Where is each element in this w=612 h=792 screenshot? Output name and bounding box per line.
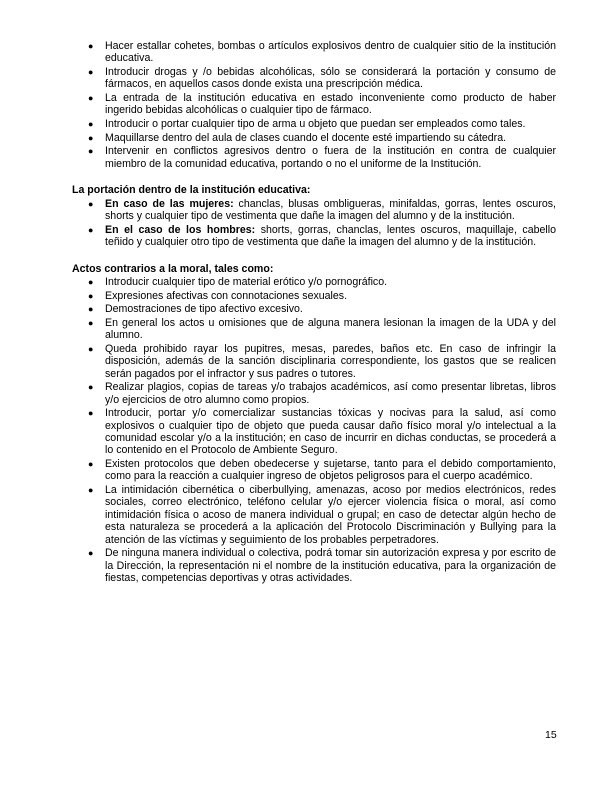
list-item: ● Introducir, portar y/o comercializar sustancias tóxicas y nocivas para la salud, así como explosivos o cualquier tipo de objeto que pueda causar daño físico moral y/o intelectual a la comunidad escolar y/o a la institución; en caso de incurrir en dichas conductas, se procederá a lo contenido en el Protocolo de Ambiente Seguro.: [88, 407, 556, 457]
section-heading-moral: Actos contrarios a la moral, tales como:: [72, 262, 274, 275]
list-item: ● Realizar plagios, copias de tareas y/o trabajos académicos, así como presentar libretas, libros y/o ejercicios de otro alumno como propios.: [88, 381, 556, 406]
list-item: ● Demostraciones de tipo afectivo excesivo.: [88, 303, 303, 316]
bullet-icon: ●: [88, 317, 94, 328]
bullet-icon: ●: [88, 459, 94, 469]
bullet-icon: ●: [88, 290, 94, 301]
bullet-icon: ●: [88, 408, 94, 419]
bullet-icon: ●: [88, 132, 94, 143]
list-item: ● De ninguna manera individual o colectiva, podrá tomar sin autorización expresa y por escrito de la Dirección, la representación ni el nombre de la institución educativa, para la organización de fiestas, competencias deportivas y otras actividades.: [88, 547, 556, 585]
bullet-icon: ●: [88, 224, 94, 235]
bullet-icon: ●: [88, 277, 94, 287]
list-item: ● Existen protocolos que deben obedecerse y sujetarse, tanto para el debido comportamiento, como para la reacción a cualquier ingreso de objetos peligrosos para el cuerpo académico.: [88, 458, 556, 483]
list-item: ● Intervenir en conflictos agresivos dentro o fuera de la institución en contra de cualquier miembro de la comunidad educativa, portando o no el uniforme de la Institución.: [88, 145, 556, 170]
bullet-icon: ●: [88, 41, 94, 51]
list-item: ● En general los actos u omisiones que de alguna manera lesionan la imagen de la UDA y del alumno.: [88, 316, 556, 342]
list-item: ● Expresiones afectivas con connotaciones sexuales.: [88, 289, 348, 302]
list-item: ● Introducir cualquier tipo de material erótico y/o pornográfico.: [88, 276, 388, 288]
list-item: ● En el caso de los hombres: shorts, gorras, chanclas, lentes oscuros, maquillaje, cabello teñido y cualquier otro tipo de vestimenta que dañe la imagen del alumno y de la institución.: [88, 223, 557, 248]
list-item: ● Queda prohibido rayar los pupitres, mesas, paredes, baños etc. En caso de infringir la disposición, además de la sanción disciplinaria correspondiente, los gastos que se realicen serán pagados por el infractor y sus padres o tutores.: [88, 342, 556, 380]
list-item: ● En caso de las mujeres: chanclas, blusas ombligueras, minifaldas, gorras, lentes oscuros, shorts y cualquier tipo de vestimenta que dañe la imagen del alumno y de la institución.: [88, 197, 556, 222]
document-page: [72, 40, 556, 586]
prohibited-acts-list: [72, 40, 556, 170]
bullet-icon: ●: [88, 198, 94, 209]
section-heading-portacion: La portación dentro de la institución educativa:: [72, 184, 311, 197]
moral-acts-list: [72, 276, 556, 584]
bullet-icon: ●: [88, 304, 94, 315]
list-item: ● Introducir o portar cualquier tipo de arma u objeto que puedan ser empleados como tales.: [88, 118, 526, 130]
bullet-icon: ●: [88, 382, 94, 393]
list-item: ● Introducir drogas y /o bebidas alcohólicas, sólo se considerará la portación y consumo de fármacos, en aquellos casos donde exista una prescripción médica.: [88, 66, 556, 91]
bullet-icon: ●: [88, 485, 94, 495]
item-lead: En caso de las mujeres:: [105, 197, 234, 210]
item-lead: En el caso de los hombres:: [105, 223, 256, 236]
bullet-icon: ●: [88, 146, 94, 157]
page-number: 15: [545, 729, 557, 741]
list-item: ● Hacer estallar cohetes, bombas o artículos explosivos dentro de cualquier sitio de la institución educativa.: [88, 40, 556, 65]
list-item: ● La intimidación cibernética o ciberbullying, amenazas, acoso por medios electrónicos, redes sociales, correo electrónico, teléfono celular y/o ejercer violencia física o moral, así como intimidación física o acoso de manera individual o grupal; en caso de detectar algún hecho de esta naturaleza se procederá a la aplicación del Protocolo Discriminación y Bullying para la atención de las víctimas y seguimiento de los probables perpetradores.: [88, 484, 556, 546]
bullet-icon: ●: [88, 548, 94, 559]
dress-code-list: [72, 198, 556, 249]
list-item: ● La entrada de la institución educativa en estado inconveniente como producto de haber ingerido bebidas alcohólicas o cualquier tipo de fármaco.: [88, 92, 556, 117]
bullet-icon: ●: [88, 343, 94, 354]
list-item: ● Maquillarse dentro del aula de clases cuando el docente esté impartiendo su cátedra.: [88, 131, 507, 144]
bullet-icon: ●: [88, 119, 94, 129]
bullet-icon: ●: [88, 67, 94, 77]
bullet-icon: ●: [88, 93, 94, 103]
